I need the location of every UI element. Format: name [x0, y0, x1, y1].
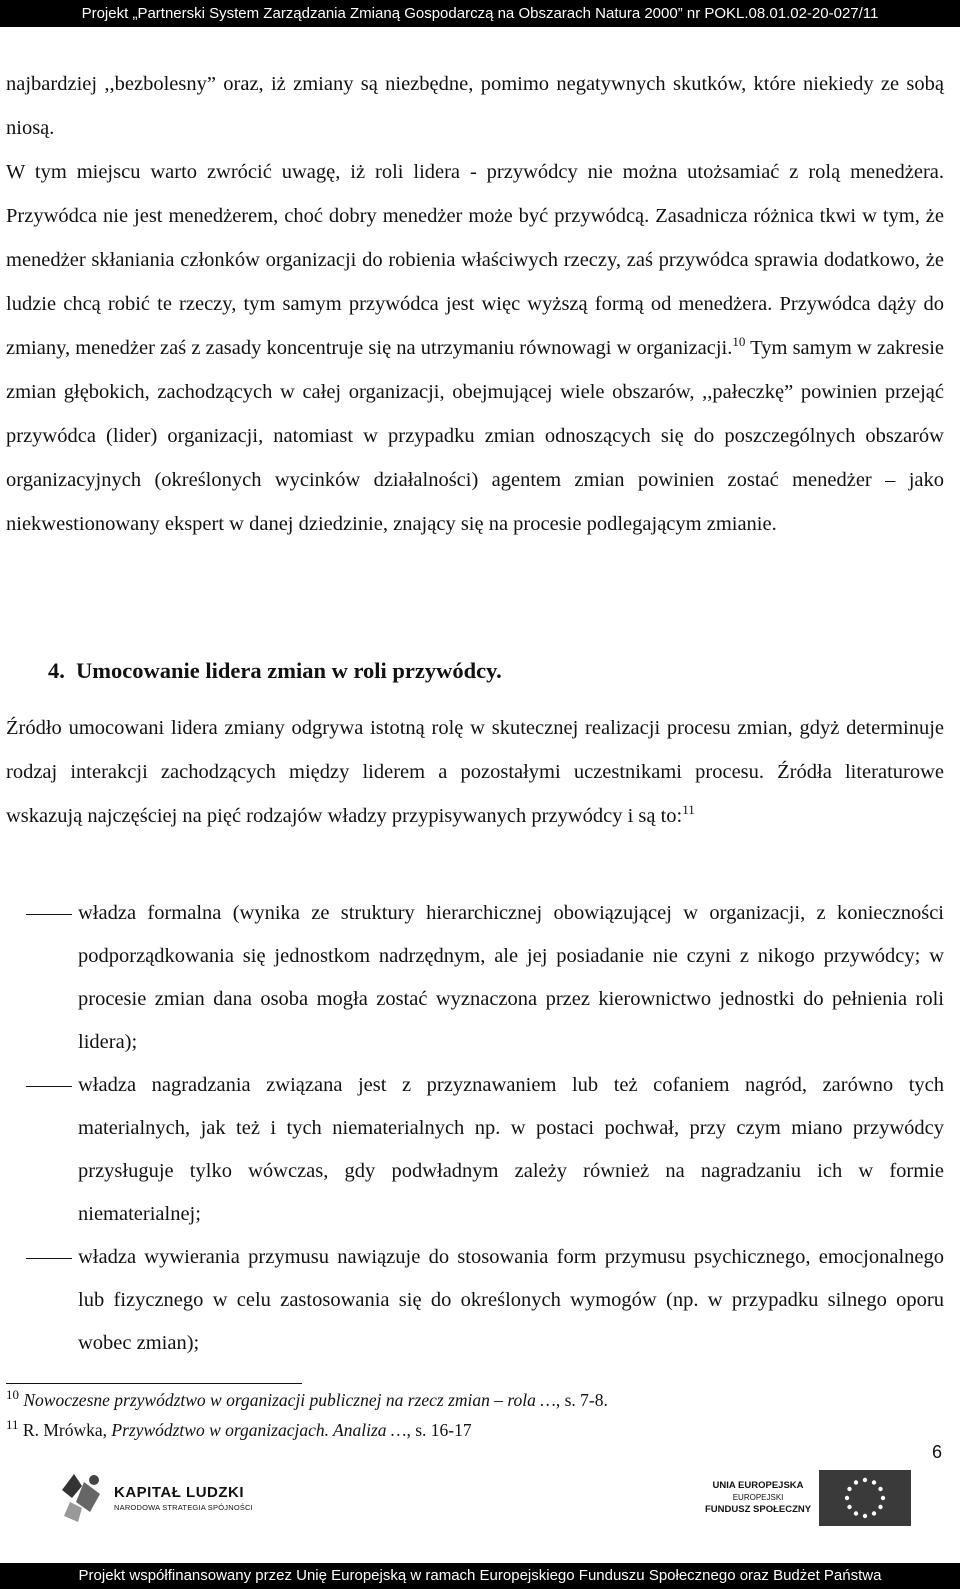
- list-item: [6, 1064, 944, 1236]
- footnote-title: Nowoczesne przywództwo w organizacji publicznej na rzecz zmian – rola …: [23, 1390, 556, 1410]
- list-item: [6, 1236, 944, 1365]
- kapital-ludzki-emblem-icon: [60, 1472, 106, 1524]
- kapital-ludzki-logo: [60, 1472, 253, 1524]
- footnote-10: [6, 1389, 608, 1411]
- body-section-1: [6, 62, 944, 546]
- paragraph-3: [6, 706, 944, 838]
- eu-flag-icon: [819, 1470, 911, 1526]
- logo-right-title-2: EUROPEJSKI: [732, 1493, 784, 1502]
- footnote-separator: [6, 1383, 302, 1384]
- body-section-2: [6, 706, 944, 838]
- list-item-text: władza nagradzania związana jest z przyznawaniem lub też cofaniem nagród, zarówno tych materialnych, jak też i tych niematerialnych np. w postaci pochwał, przy czym miano przywódcy przysługuje tylko wówczas, gdy podwładnym zależy również na nagradzaniu ich w formie niematerialnej;: [78, 1074, 944, 1225]
- footnote-title: Przywództwo w organizacjach. Analiza …: [111, 1420, 407, 1440]
- document-footer: Projekt współfinansowany przez Unię Europejską w ramach Europejskiego Funduszu Społecznego oraz Budżet Państwa: [0, 1563, 960, 1589]
- section-title: Umocowanie lidera zmian w roli przywódcy.: [76, 658, 502, 683]
- footnote-pages: , s. 16-17: [406, 1420, 472, 1440]
- section-heading: [6, 652, 944, 690]
- paragraph-2: [6, 150, 944, 546]
- paragraph-2-part-b: Tym samym w zakresie zmian głębokich, zachodzących w całej organizacji, obejmującej wiele obszarów, ,,pałeczkę” powinien przejąć przywódca (lider) organizacji, natomiast w przypadku zmian odnoszących się do poszczególnych obszarów organizacyjnych (określonych wycinków działalności) agentem zmian powinien zostać menedżer – jako niekwestionowany ekspert w danej dziedzinie, znający się na procesie podlegającym zmianie.: [6, 337, 944, 535]
- dash-bullet-icon: [6, 1236, 78, 1365]
- power-types-list: [6, 892, 944, 1365]
- dash-bullet-icon: [6, 1064, 78, 1236]
- section-number: 4.: [48, 658, 65, 683]
- footnote-ref-10[interactable]: 10: [732, 334, 746, 350]
- logo-right-title-3: FUNDUSZ SPOŁECZNY: [705, 1504, 812, 1515]
- footnote-11: [6, 1419, 472, 1441]
- footnote-number: 11: [6, 1417, 19, 1433]
- footnote-number: 10: [6, 1387, 19, 1403]
- footnote-pages: , s. 7-8.: [555, 1390, 608, 1410]
- list-item-text: władza wywierania przymusu nawiązuje do stosowania form przymusu psychicznego, emocjonalnego lub fizycznego w celu zastosowania się do określonych wymogów (np. w przypadku silnego oporu wobec zmian);: [78, 1246, 944, 1354]
- logo-left-title: KAPITAŁ LUDZKI: [114, 1484, 245, 1501]
- document-header: Projekt „Partnerski System Zarządzania Zmianą Gospodarczą na Obszarach Natura 2000” nr POKL.08.01.02-20-027/11: [0, 0, 960, 27]
- eu-esf-logo: [705, 1470, 911, 1526]
- paragraph-3-text: Źródło umocowani lidera zmiany odgrywa istotną rolę w skutecznej realizacji procesu zmian, gdyż determinuje rodzaj interakcji zachodzących między liderem a pozostałymi uczestnikami procesu. Źródła literaturowe wskazują najczęściej na pięć rodzajów władzy przypisywanych przywódcy i są to:: [6, 717, 944, 827]
- dash-bullet-icon: [6, 892, 78, 1064]
- page-number: 6: [931, 1442, 942, 1462]
- list-item: [6, 892, 944, 1064]
- footnote-ref-11[interactable]: 11: [682, 802, 695, 818]
- list-item-text: władza formalna (wynika ze struktury hierarchicznej obowiązującej w organizacji, z konieczności podporządkowania się jednostkom nadrzędnym, ale jej posiadanie nie czyni z nikogo przywódcy; w procesie zmian dana osoba mogła zostać wyznaczona przez kierownictwo jednostki do pełnienia roli lidera);: [78, 902, 944, 1053]
- paragraph-1: najbardziej ,,bezbolesny” oraz, iż zmiany są niezbędne, pomimo negatywnych skutków, które niekiedy ze sobą niosą.: [6, 73, 944, 139]
- paragraph-2-part-a: W tym miejscu warto zwrócić uwagę, iż roli lidera - przywódcy nie można utożsamiać z rolą menedżera. Przywódca nie jest menedżerem, choć dobry menedżer może być przywódcą. Zasadnicza różnica tkwi w tym, że menedżer skłaniania członków organizacji do robienia właściwych rzeczy, zaś przywódca sprawia dodatkowo, że ludzie chcą robić te rzeczy, tym samym przywódca jest więc wyższą formą od menedżera. Przywódca dąży do zmiany, menedżer zaś z zasady koncentruje się na utrzymaniu równowagi w organizacji.: [6, 161, 944, 359]
- footnote-author: R. Mrówka,: [22, 1420, 112, 1440]
- logo-right-title-1: UNIA EUROPEJSKA: [712, 1480, 804, 1491]
- logo-left-subtitle: NARODOWA STRATEGIA SPÓJNOŚCI: [114, 1503, 253, 1512]
